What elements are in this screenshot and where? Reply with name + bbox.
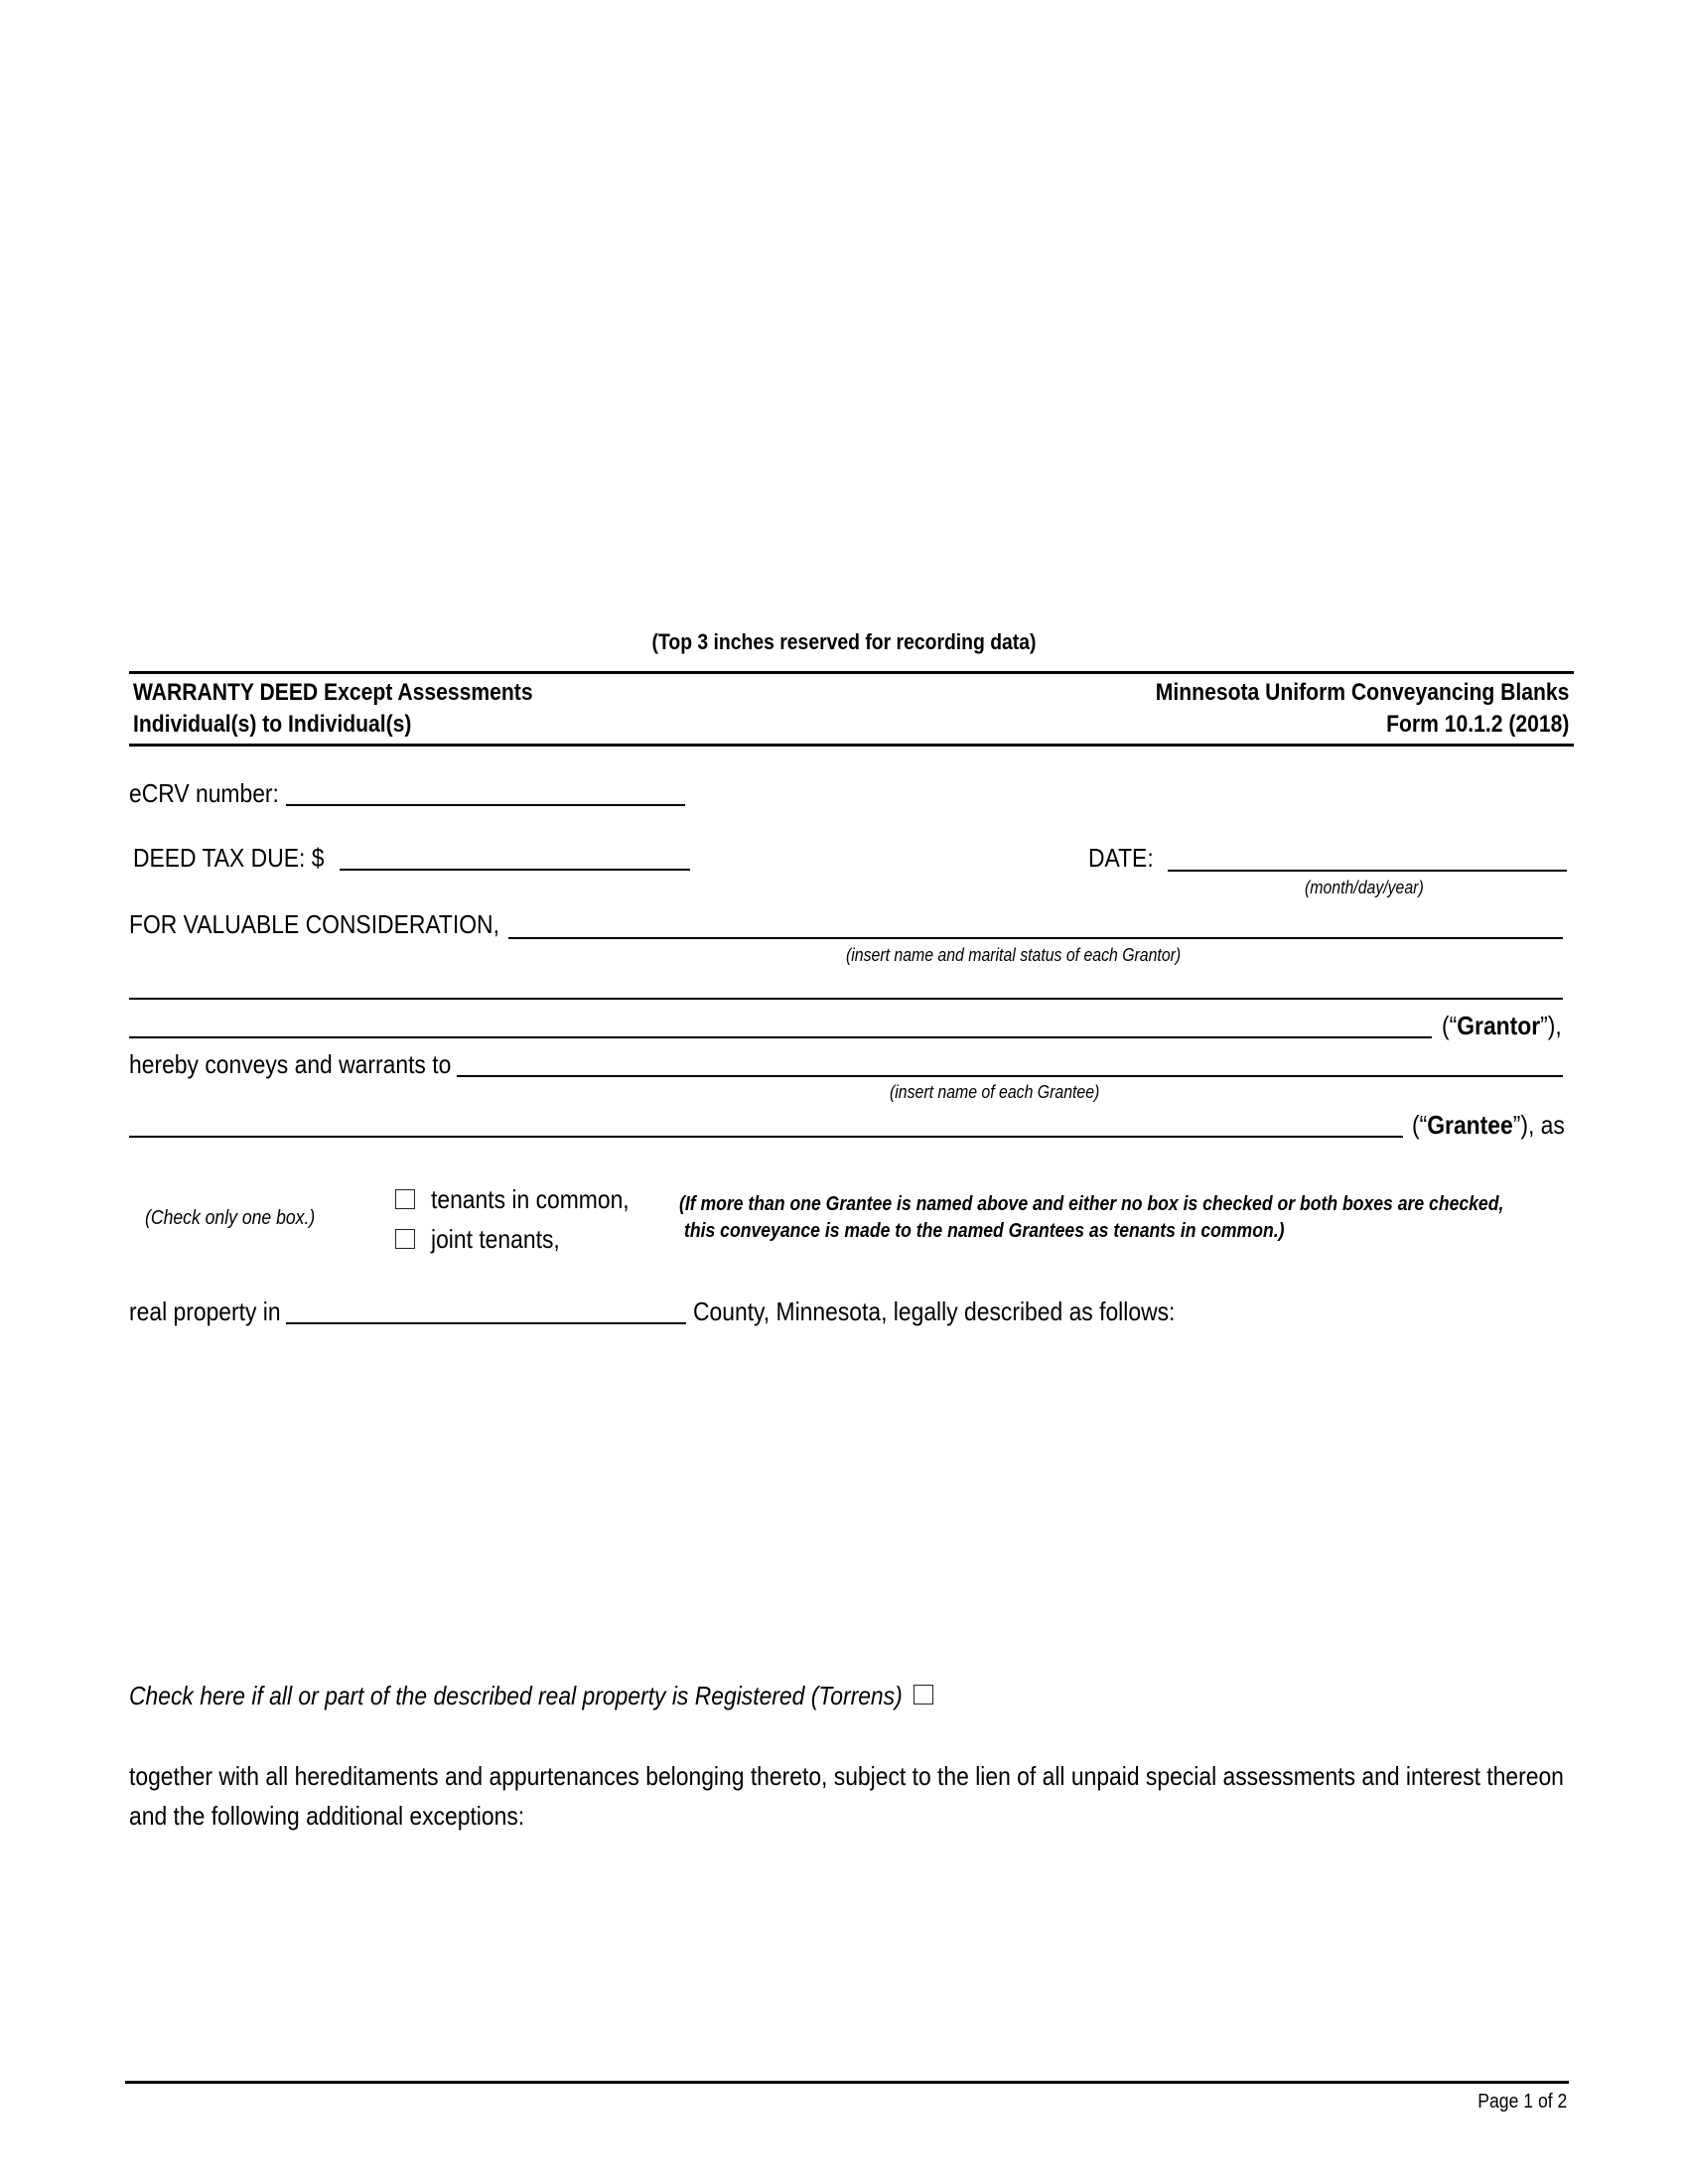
joint-tenants-checkbox[interactable] — [395, 1229, 415, 1249]
torrens-label: Check here if all or part of the described real property is Registered (Torrens) — [129, 1681, 903, 1710]
deed-tax-label: DEED TAX DUE: $ — [133, 843, 325, 873]
grantor-name-field-2[interactable] — [129, 998, 1563, 1000]
grantee-name-field-1[interactable] — [457, 1075, 1563, 1077]
tenancy-explanation-line1: (If more than one Grantee is named above and either no box is checked or both boxes are checked, — [679, 1193, 1504, 1215]
grantor-designation: (“Grantor”), — [1442, 1011, 1562, 1040]
grantor-term: Grantor — [1457, 1011, 1541, 1040]
date-field[interactable] — [1168, 870, 1567, 872]
form-number: Form 10.1.2 (2018) — [1385, 711, 1569, 738]
county-description: County, Minnesota, legally described as follows: — [693, 1297, 1176, 1326]
date-label: DATE: — [1088, 843, 1154, 873]
consideration-label: FOR VALUABLE CONSIDERATION, — [129, 909, 499, 939]
recording-note: (Top 3 inches reserved for recording data) — [651, 629, 1037, 654]
deed-tax-field[interactable] — [340, 869, 690, 871]
tenants-in-common-checkbox[interactable] — [395, 1189, 415, 1209]
header-bottom-rule — [129, 744, 1574, 747]
grantee-hint: (insert name of each Grantee) — [890, 1082, 1100, 1102]
grantor-hint: (insert name and marital status of each Grantor) — [846, 945, 1182, 965]
grantee-name-field-2[interactable] — [129, 1136, 1403, 1138]
form-title: WARRANTY DEED Except Assessments — [133, 679, 533, 706]
ecrv-label: eCRV number: — [129, 778, 279, 808]
check-one-note: (Check only one box.) — [145, 1207, 316, 1229]
real-property-label: real property in — [129, 1297, 281, 1326]
footer-rule — [125, 2081, 1569, 2084]
torrens-checkbox[interactable] — [914, 1685, 933, 1705]
grantor-name-field-1[interactable] — [508, 937, 1563, 939]
tenancy-explanation-line2: this conveyance is made to the named Grantees as tenants in common.) — [684, 1220, 1285, 1242]
conveys-label: hereby conveys and warrants to — [129, 1049, 452, 1079]
tenants-in-common-label: tenants in common, — [431, 1184, 630, 1214]
joint-tenants-label: joint tenants, — [431, 1224, 560, 1254]
ecrv-number-field[interactable] — [286, 804, 685, 806]
date-hint: (month/day/year) — [1305, 878, 1424, 897]
grantee-term: Grantee — [1427, 1110, 1513, 1140]
page-number: Page 1 of 2 — [1477, 2091, 1567, 2113]
exceptions-paragraph: together with all hereditaments and appurtenances belonging thereto, subject to the lien of all unpaid special assessments and interest thereon and the following additional exceptions: — [129, 1761, 1564, 1831]
grantor-name-field-3[interactable] — [129, 1036, 1432, 1038]
form-subtitle: Individual(s) to Individual(s) — [133, 711, 412, 738]
grantee-designation: (“Grantee”), as — [1412, 1110, 1565, 1140]
form-publisher: Minnesota Uniform Conveyancing Blanks — [1155, 679, 1569, 706]
county-field[interactable] — [286, 1322, 686, 1324]
header-top-rule — [129, 671, 1574, 674]
